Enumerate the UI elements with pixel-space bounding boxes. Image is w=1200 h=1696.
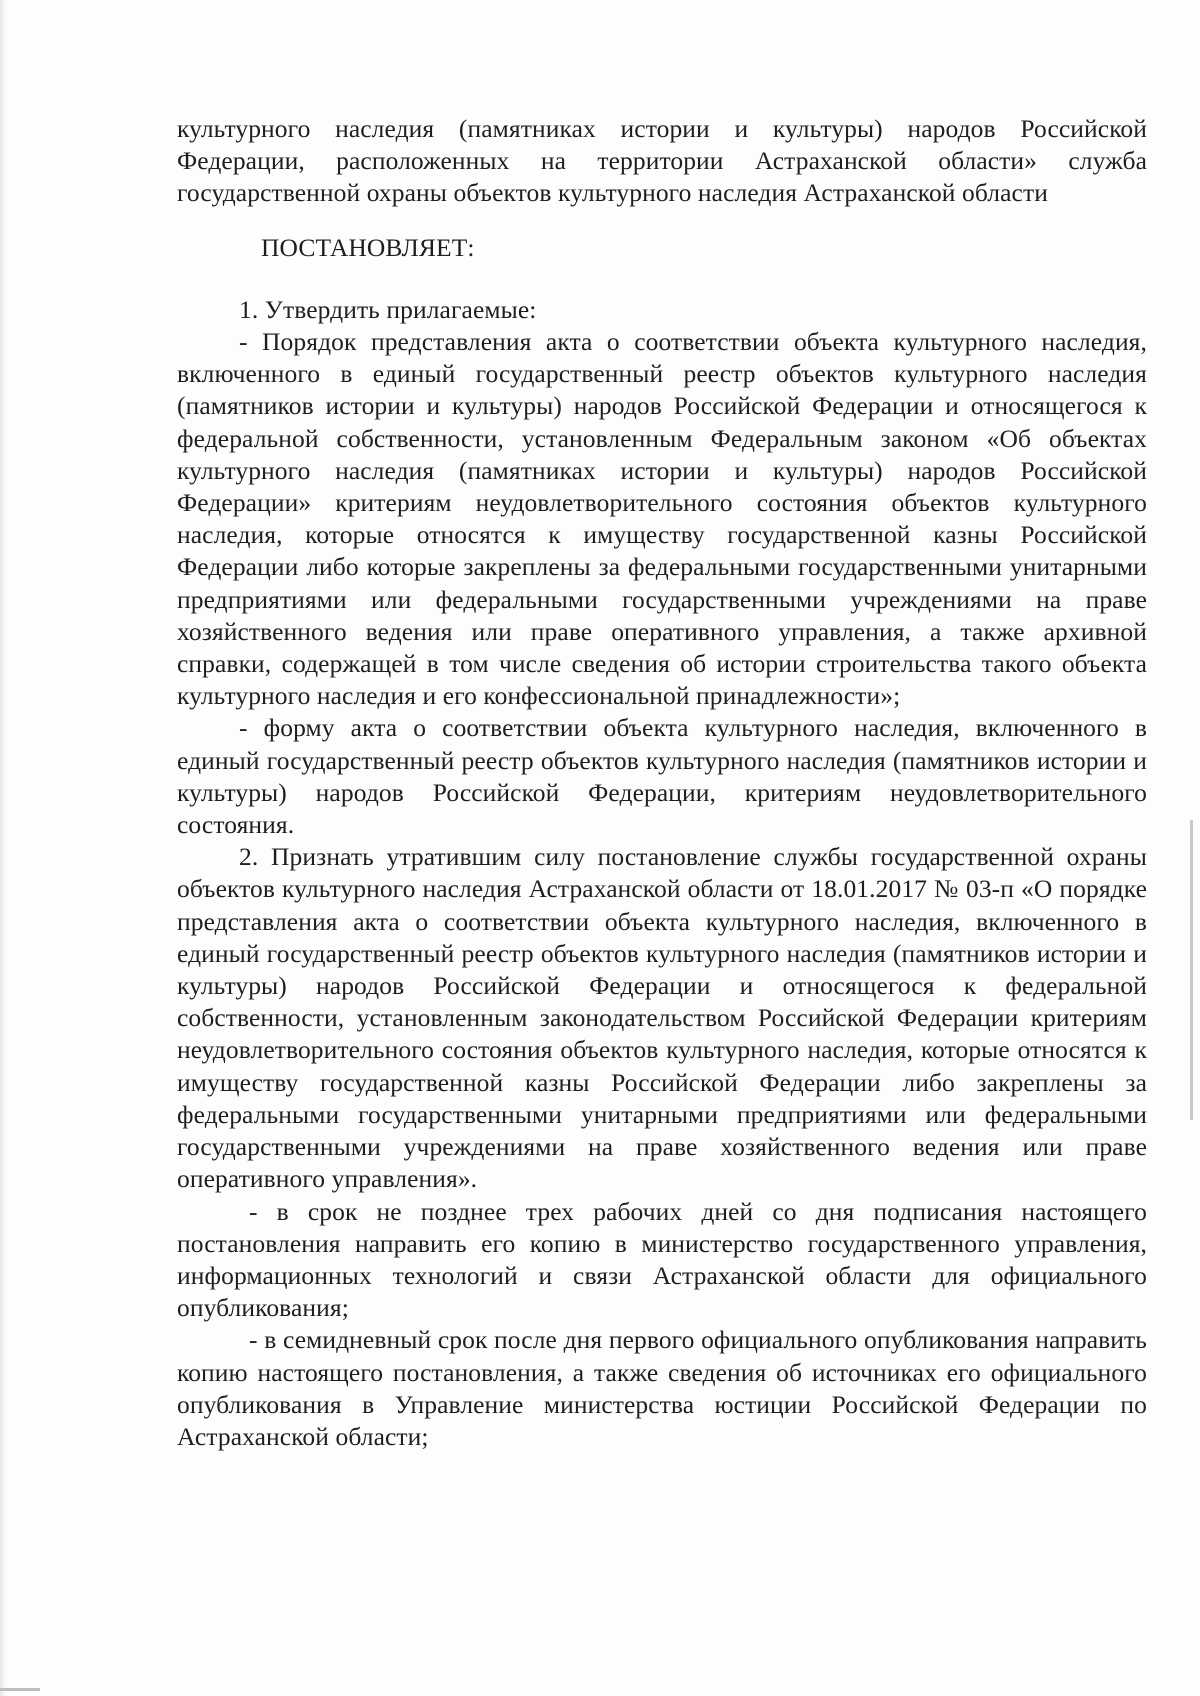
intro-paragraph: культурного наследия (памятниках истории и культуры) народов Российской Федерации, расположенных на территории Астраханской области» служба государственной охраны объектов культурного наследия Астраханской области xyxy=(177,114,1147,208)
item-2-repeal: 2. Признать утратившим силу постановление службы государственной охраны объектов культурного наследия Астраханской области от 18.01.2017 № 03-п «О порядке представления акта о соответствии объекта культурного наследия, включенного в единый государственный реестр объектов культурного наследия (памятников истории и культуры) народов Российской Федерации и относящегося к федеральной собственности, установленным законодательством Российской Федерации критериям неудовлетворительного состояния объектов культурного наследия, которые относятся к имуществу государственной казны Российской Федерации либо закреплены за федеральными государственными унитарными предприятиями или федеральными государственными учреждениями на праве хозяйственного ведения или праве оперативного управления». xyxy=(177,842,1147,1194)
item-justice-ministry: - в семидневный срок после дня первого официального опубликования направить копию настоящего постановления, а также сведения об источниках его официального опубликования в Управление министерства юстиции Российской Федерации по Астраханской области; xyxy=(177,1325,1147,1451)
scan-edge-shadow xyxy=(0,0,6,1696)
item-1-act-form: - форму акта о соответствии объекта культурного наследия, включенного в единый государственный реестр объектов культурного наследия (памятников истории и культуры) народов Российской Федерации, критериям неудовлетворительного состояния. xyxy=(177,713,1147,840)
item-publication-deadline: - в срок не позднее трех рабочих дней со дня подписания настоящего постановления направить его копию в министерство государственного управления, информационных технологий и связи Астраханской области для официального опубликования; xyxy=(177,1196,1147,1323)
document-text xyxy=(177,113,1147,1453)
scan-mark-right xyxy=(1190,820,1193,1120)
item-1-procedure: - Порядок представления акта о соответствии объекта культурного наследия, включенного в единый государственный реестр объектов культурного наследия (памятников истории и культуры) народов Российской Федерации и относящегося к федеральной собственности, установленным Федеральным законом «Об объектах культурного наследия (памятниках истории и культуры) народов Российской Федерации» критериям неудовлетворительного состояния объектов культурного наследия, которые относятся к имуществу государственной казны Российской Федерации либо которые закреплены за федеральными государственными унитарными предприятиями или федеральными государственными учреждениями на праве хозяйственного ведения или праве оперативного управления, а также архивной справки, содержащей в том числе сведения об истории строительства такого объекта культурного наследия и его конфессиональной принадлежности»; xyxy=(177,327,1147,711)
item-1-lead: 1. Утвердить прилагаемые: xyxy=(239,294,537,324)
scan-mark-bottom xyxy=(0,1688,40,1691)
decree-heading: ПОСТАНОВЛЯЕТ: xyxy=(261,232,475,262)
